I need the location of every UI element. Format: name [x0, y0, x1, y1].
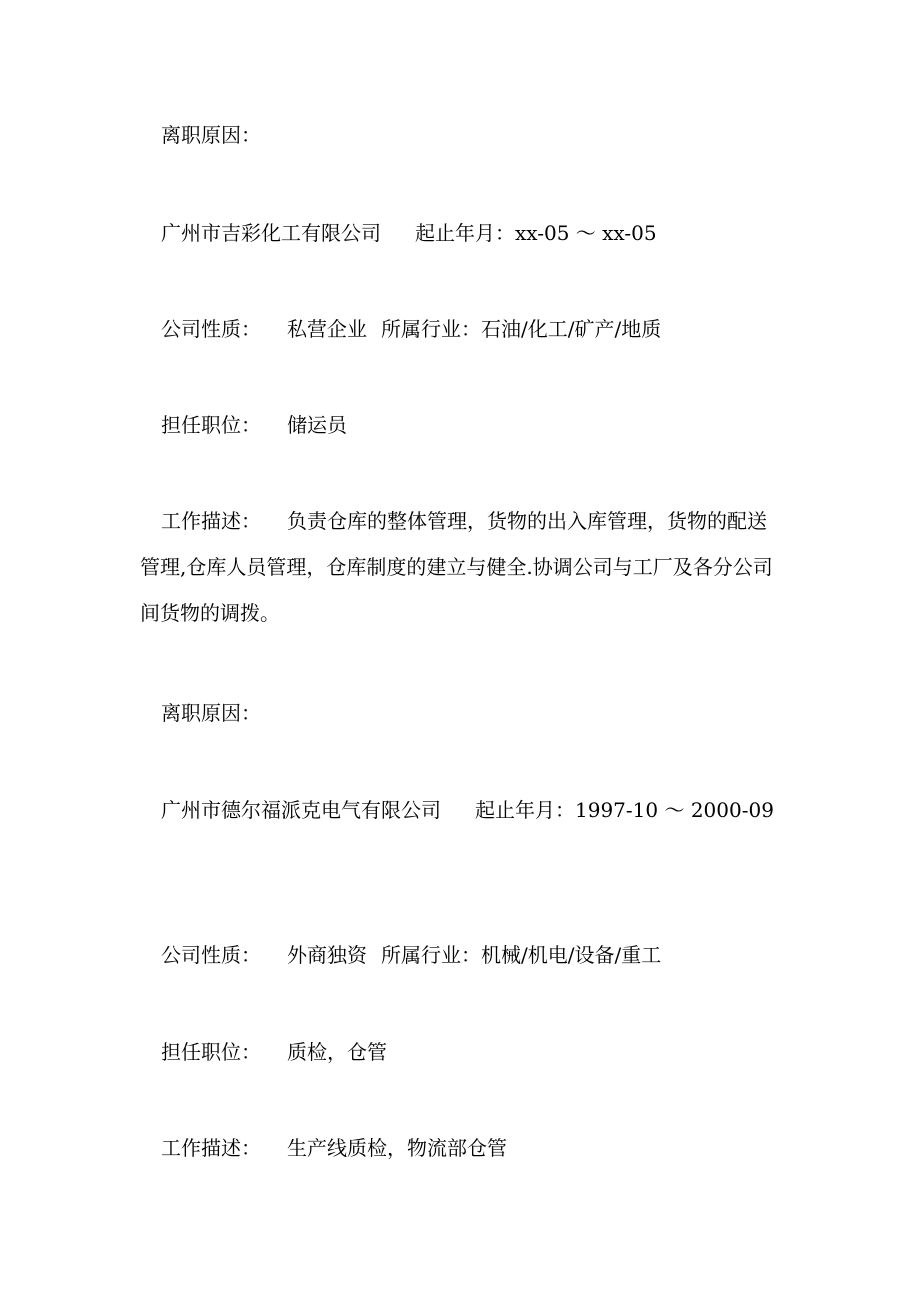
company-name: 广州市吉彩化工有限公司 — [161, 221, 381, 245]
period-label: 起止年月： — [475, 798, 575, 822]
leave-reason-label: 离职原因： — [161, 123, 261, 147]
nature-value: 外商独资 — [287, 943, 367, 967]
description-value: 负责仓库的整体管理，货物的出入库管理，货物的配送管理,仓库人员管理，仓库制度的建立与健全.协调公司与工厂及各分公司间货物的调拨。 — [140, 509, 773, 625]
description-label: 工作描述： — [161, 509, 261, 533]
position-label: 担任职位： — [161, 1040, 261, 1064]
position-value: 质检，仓管 — [287, 1040, 387, 1064]
nature-line-2 — [140, 932, 780, 978]
company-line-1 — [140, 210, 780, 256]
description-value: 生产线质检，物流部仓管 — [287, 1136, 507, 1160]
period-label: 起止年月： — [415, 221, 515, 245]
position-line-2 — [140, 1029, 780, 1075]
nature-line-1 — [140, 306, 780, 352]
period-value: 1997-10 ～ 2000-09 — [575, 798, 774, 822]
period-value: xx-05 ～ xx-05 — [515, 221, 657, 245]
industry-value: 石油/化工/矿产/地质 — [481, 317, 662, 341]
industry-label: 所属行业： — [381, 317, 481, 341]
industry-label: 所属行业： — [381, 943, 481, 967]
description-label: 工作描述： — [161, 1136, 261, 1160]
leave-reason-label: 离职原因： — [161, 701, 261, 725]
company-name: 广州市德尔福派克电气有限公司 — [161, 798, 441, 822]
description-block-1 — [140, 498, 780, 636]
position-label: 担任职位： — [161, 413, 261, 437]
company-line-2 — [140, 787, 780, 833]
position-line-1 — [140, 402, 780, 448]
nature-value: 私营企业 — [287, 317, 367, 341]
leave-reason-line-2 — [140, 690, 780, 736]
nature-label: 公司性质： — [161, 317, 261, 341]
description-line-2 — [140, 1125, 780, 1171]
position-value: 储运员 — [287, 413, 347, 437]
industry-value: 机械/机电/设备/重工 — [481, 943, 662, 967]
nature-label: 公司性质： — [161, 943, 261, 967]
leave-reason-line-1 — [140, 112, 780, 158]
